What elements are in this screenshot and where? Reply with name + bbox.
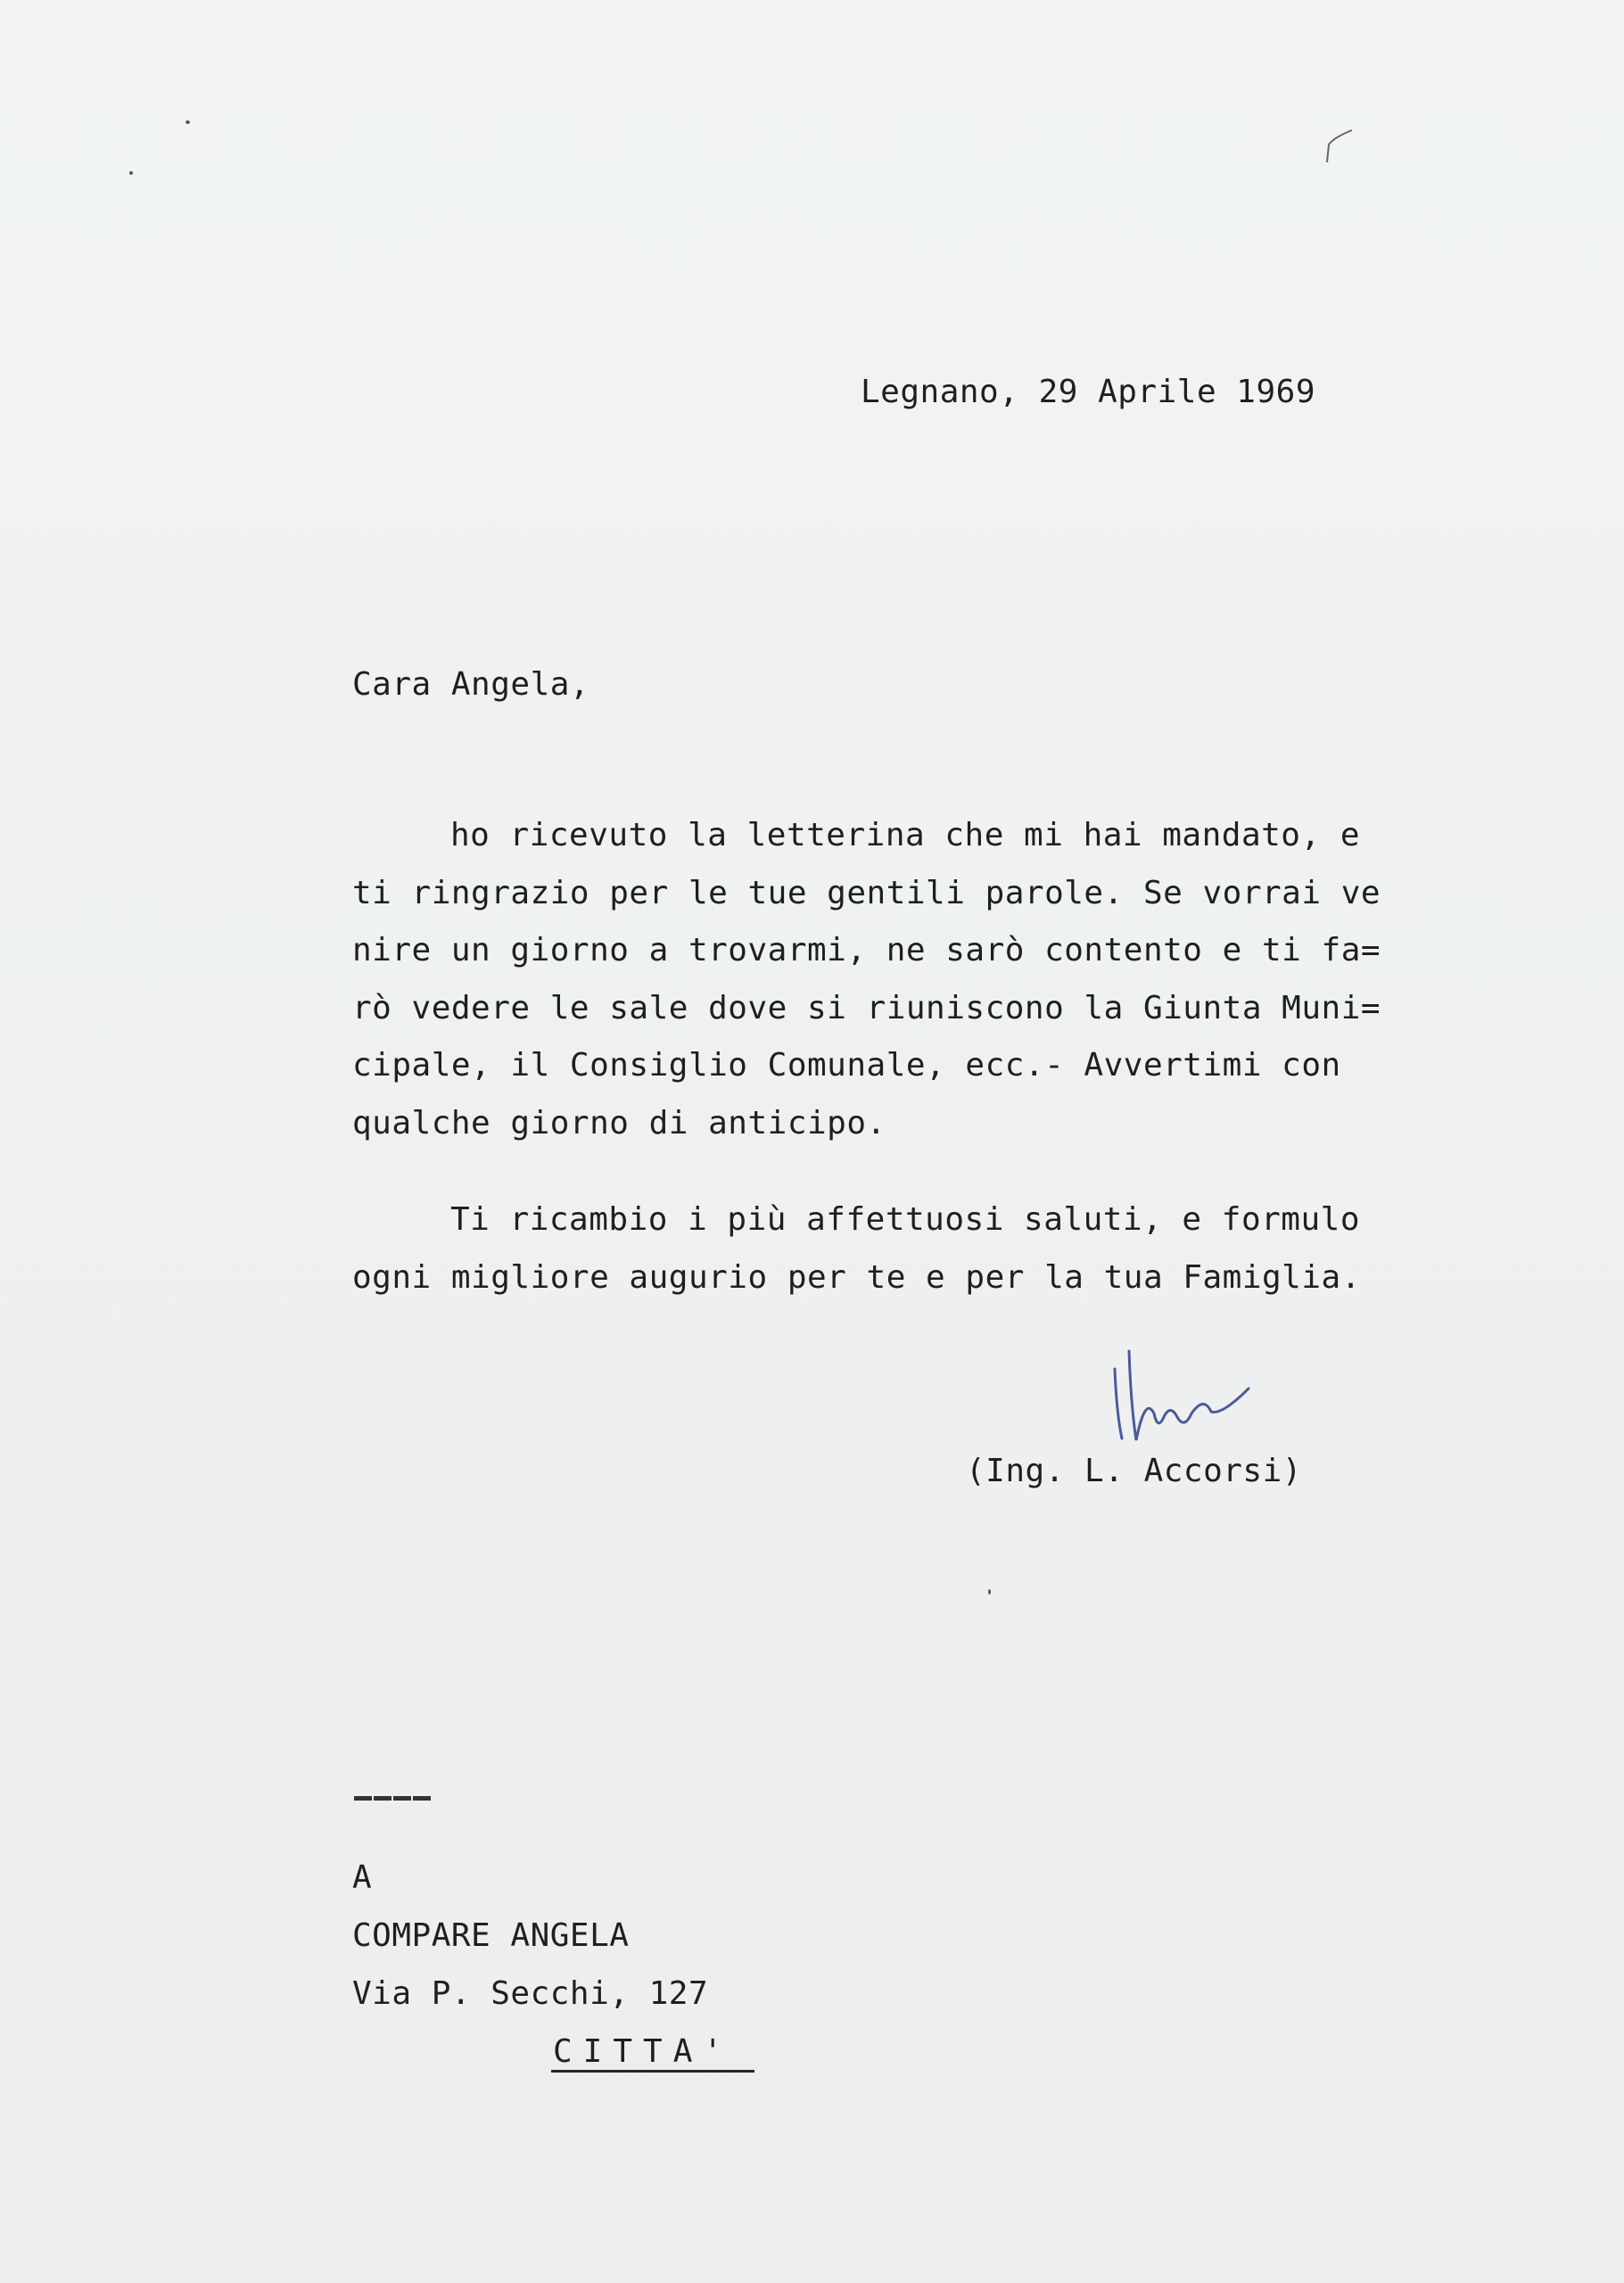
handwritten-signature — [1104, 1333, 1265, 1458]
recipient-name: COMPARE ANGELA — [352, 1917, 630, 1954]
paper-mark — [1322, 125, 1357, 165]
paragraph-1-line: qualche giorno di anticipo. — [352, 1105, 886, 1142]
place-date: Legnano, 29 Aprile 1969 — [861, 374, 1315, 410]
city-underline — [551, 2070, 754, 2073]
recipient-city: CITTA' — [553, 2033, 734, 2070]
address-prefix: A — [352, 1859, 373, 1896]
paragraph-1-line: ti ringrazio per le tue gentili parole. Se vorrai ve — [352, 875, 1381, 911]
paragraph-2-line: ogni migliore augurio per te e per la tua Famiglia. — [352, 1259, 1361, 1296]
paragraph-1-line: ho ricevuto la letterina che mi hai mandato, e — [450, 817, 1360, 853]
signer-name: (Ing. L. Accorsi) — [966, 1453, 1302, 1489]
paragraph-2-line: Ti ricambio i più affettuosi saluti, e formulo — [450, 1201, 1360, 1238]
recipient-street: Via P. Secchi, 127 — [352, 1975, 709, 2012]
salutation: Cara Angela, — [352, 666, 590, 703]
separator-dash — [354, 1796, 433, 1801]
paper-speck — [185, 120, 190, 124]
paragraph-1-line: nire un giorno a trovarmi, ne sarò contento e ti fa= — [352, 932, 1381, 968]
paragraph-1-line: rò vedere le sale dove si riuniscono la Giunta Muni= — [352, 990, 1381, 1026]
paper-speck — [129, 171, 133, 175]
paper-speck — [988, 1589, 991, 1595]
paragraph-1-line: cipale, il Consiglio Comunale, ecc.- Avvertimi con — [352, 1047, 1341, 1084]
